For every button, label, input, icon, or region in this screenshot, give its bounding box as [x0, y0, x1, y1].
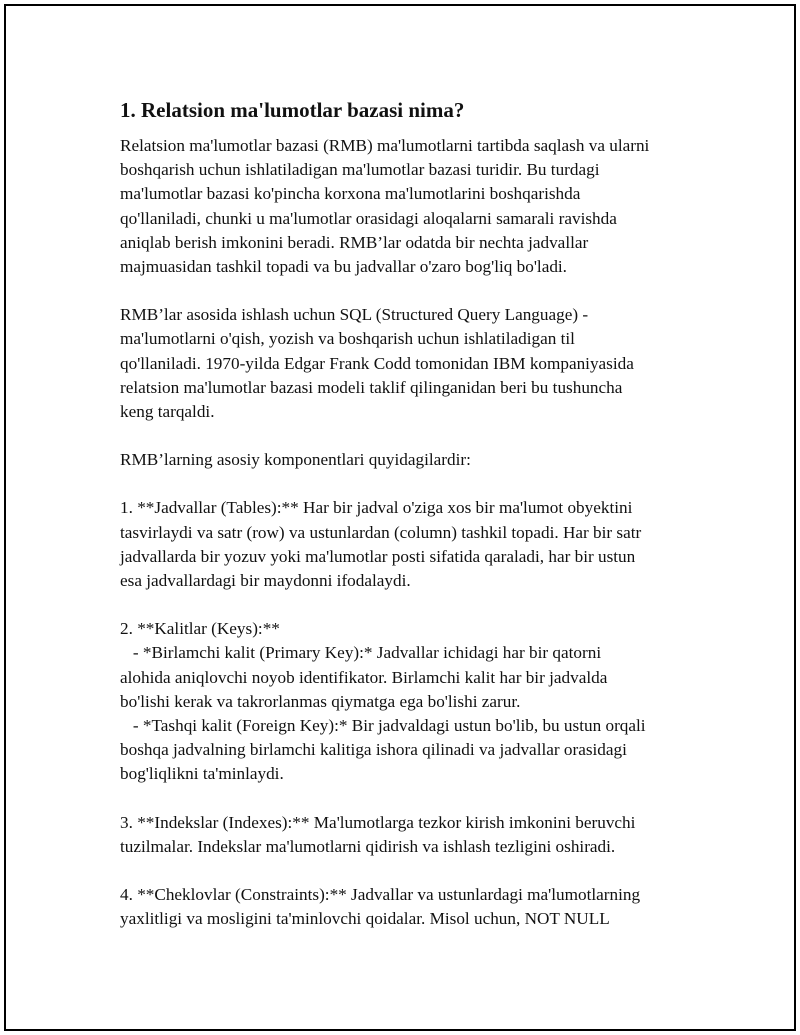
paragraph-components-intro: RMB’larning asosiy komponentlari quyidagilardir: — [120, 450, 471, 470]
paragraph-intro: Relatsion ma'lumotlar bazasi (RMB) ma'lumotlarni tartibda saqlash va ularni boshqarish uchun ishlatiladigan ma'lumotlar bazasi turidir. Bu turdagi ma'lumotlar bazasi ko'pincha korxona ma'lumotlarini boshqarishda qo'llaniladi, chunki u ma'lumotlar orasidagi aloqalarni samarali ravishda aniqlab berish imkonini beradi. RMB’lar odatda bir nechta jadvallar majmuasidan tashkil topadi va bu jadvallar o'zaro bog'liq bo'ladi. — [120, 136, 650, 277]
document-title: 1. Relatsion ma'lumotlar bazasi nima? — [120, 98, 465, 122]
paragraph-constraints: 4. **Cheklovlar (Constraints):** Jadvallar va ustunlardagi ma'lumotlarning yaxlitligi va mosligini ta'minlovchi qoidalar. Misol uchun, NOT NULL — [120, 885, 641, 929]
document-page — [4, 4, 796, 1031]
paragraph-sql: RMB’lar asosida ishlash uchun SQL (Structured Query Language) - ma'lumotlarni o'qish, yozish va boshqarish uchun ishlatiladigan til qo'llaniladi. 1970-yilda Edgar Frank Codd tomonidan IBM kompaniyasida relatsion ma'lumotlar bazasi modeli taklif qilinganidan beri bu tushuncha keng tarqaldi. — [120, 305, 634, 422]
paragraph-keys: 2. **Kalitlar (Keys):** - *Birlamchi kalit (Primary Key):* Jadvallar ichidagi har bir qatorni alohida aniqlovchi noyob identifikator. Birlamchi kalit har bir jadvalda bo'lishi kerak va takrorlanmas qiymatga ega bo'lishi zarur. - *Tashqi kalit (Foreign Key):* Bir jadvaldagi ustun bo'lib, bu ustun orqali boshqa jadvalning birlamchi kalitiga ishora qilinadi va jadvallar orasidagi bog'liqlikni ta'minlaydi. — [120, 619, 646, 784]
paragraph-indexes: 3. **Indekslar (Indexes):** Ma'lumotlarga tezkor kirish imkonini beruvchi tuzilmalar. Indekslar ma'lumotlarni qidirish va ishlash tezligini oshiradi. — [120, 812, 636, 856]
document-content — [120, 96, 710, 955]
paragraph-tables: 1. **Jadvallar (Tables):** Har bir jadval o'ziga xos bir ma'lumot obyektini tasvirlaydi va satr (row) va ustunlardan (column) tashkil topadi. Har bir satr jadvallarda bir yozuv yoki ma'lumotlar posti sifatida qaraladi, har bir ustun esa jadvallardagi bir maydonni ifodalaydi. — [120, 498, 642, 591]
